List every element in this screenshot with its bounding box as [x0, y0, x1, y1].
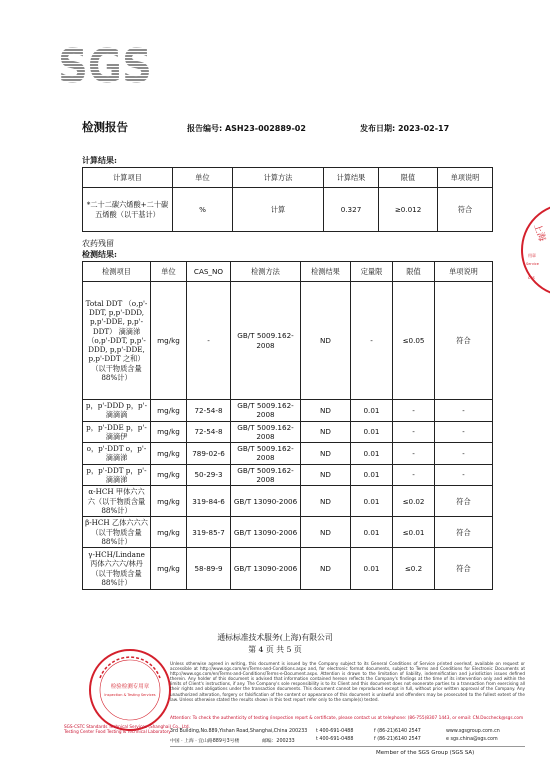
limit-cell: - — [393, 464, 435, 486]
result-cell: ND — [301, 282, 351, 400]
limit-cell: - — [393, 421, 435, 443]
verdict-cell: 符合 — [435, 548, 493, 590]
method-cell: 计算 — [233, 188, 324, 232]
loq-cell: 0.01 — [351, 486, 393, 517]
item-cell: Total DDT （o,p'-DDT, p,p'-DDD, p,p'-DDE, p,p'-DDT） 滴滴涕（o,p'-DDT, p,p'-DDD, p,p'-DDE, p,p'-DDT 之和）（以干物质含量88%计） — [83, 282, 151, 400]
unit-cell: mg/kg — [151, 421, 187, 443]
table-row — [83, 548, 493, 590]
limit-cell: ≤0.2 — [393, 548, 435, 590]
item-cell: p，p'-DDT p，p'-滴滴涕 — [83, 464, 151, 486]
method-cell: GB/T 13090-2006 — [231, 517, 301, 548]
svg-text:Inspection & Testing Services: Inspection & Testing Services — [104, 693, 156, 697]
cas-cell: 50-29-3 — [187, 464, 231, 486]
unit-cell: mg/kg — [151, 400, 187, 422]
category-label: 农药残留 — [82, 239, 114, 248]
method-cell: GB/T 5009.162-2008 — [231, 282, 301, 400]
unit-cell: % — [173, 188, 233, 232]
table-row — [83, 464, 493, 486]
col-header: 检测结果 — [301, 262, 351, 282]
verdict-cell: 符合 — [435, 517, 493, 548]
limit-cell: ≤0.02 — [393, 486, 435, 517]
tel-en: t 400-691-0488 — [316, 729, 354, 734]
report-title: 检测报告 — [82, 120, 128, 134]
svg-text:SGS: SGS — [58, 40, 152, 88]
col-header: 检测项目 — [83, 262, 151, 282]
verdict-cell: - — [435, 400, 493, 422]
calc-table — [82, 167, 493, 232]
address-en: 3rd Building,No.889,Yishan Road,Shanghai,China 200233 — [170, 729, 308, 734]
result-cell: ND — [301, 486, 351, 517]
loq-cell: - — [351, 282, 393, 400]
results-heading: 检测结果: — [82, 249, 117, 259]
result-cell: ND — [301, 517, 351, 548]
col-header: CAS_NO — [187, 262, 231, 282]
verdict-cell: 符合 — [435, 282, 493, 400]
cas-cell: - — [187, 282, 231, 400]
result-cell: ND — [301, 464, 351, 486]
loq-cell: 0.01 — [351, 464, 393, 486]
table-row — [83, 282, 493, 400]
table-row — [83, 486, 493, 517]
loq-cell: 0.01 — [351, 443, 393, 465]
address-cn: 中国 · 上海 · 宜山路889号3号楼 — [170, 739, 240, 744]
results-table — [82, 261, 493, 590]
method-cell: GB/T 5009.162-2008 — [231, 400, 301, 422]
verdict-cell: 符合 — [435, 486, 493, 517]
col-header: 计算方法 — [233, 168, 324, 188]
verdict-cell: - — [435, 443, 493, 465]
calc-heading: 计算结果: — [82, 155, 117, 165]
postcode-cn: 邮编：200233 — [262, 739, 295, 744]
svg-text:用章: 用章 — [528, 253, 536, 258]
loq-cell: 0.01 — [351, 400, 393, 422]
item-cell: *二十二碳六烯酸+二十碳五烯酸（以干基计） — [83, 188, 173, 232]
table-row — [83, 188, 493, 232]
verdict-cell: - — [435, 421, 493, 443]
col-header: 单位 — [151, 262, 187, 282]
fax-cn: f (86-21)6140 2547 — [374, 737, 421, 742]
cas-cell: 72-54-8 — [187, 421, 231, 443]
company-seal-stamp — [88, 648, 172, 732]
limit-cell: ≤0.01 — [393, 517, 435, 548]
col-header: 限值 — [393, 262, 435, 282]
cas-cell: 72-54-8 — [187, 400, 231, 422]
results-header-row — [83, 262, 493, 282]
table-row — [83, 400, 493, 422]
legal-disclaimer: Unless otherwise agreed in writing, this document is issued by the Company subject to its General Conditions of Service printed overleaf, available on request or accessible at http://www.sgs.com/en/Terms-and-Conditions.aspx and, for electronic format documents, subject to Terms and Conditions for Electronic Documents at http://www.sgs.com/en/Terms-and-Conditions/Terms-e-Document.aspx. Attention is drawn to the limitation of liability, indemnification and jurisdiction issues defined therein. Any holder of this document is advised that information contained hereon reflects the Company's findings at the time of its intervention only and within the limits of Client's instructions, if any. The Company's sole responsibility is to its Client and this document does not exonerate parties to a transaction from exercising all their rights and obligations under the transaction documents. This document cannot be reproduced except in full, without prior written approval of the Company. Any unauthorized alteration, forgery or falsification of the content or appearance of this document is unlawful and offenders may be prosecuted to the fullest extent of the law. Unless otherwise stated the results shown in this test report refer only to the sample(s) tested. — [170, 661, 525, 702]
cas-cell: 58-89-9 — [187, 548, 231, 590]
item-cell: γ-HCH/Lindane 丙体六六六/林丹（以干物质含量 88%计） — [83, 548, 151, 590]
side-seal-stamp — [520, 195, 550, 305]
col-header: 检测方法 — [231, 262, 301, 282]
unit-cell: mg/kg — [151, 464, 187, 486]
item-cell: α-HCH 甲体六六六（以干物质含量88%计） — [83, 486, 151, 517]
table-row — [83, 421, 493, 443]
item-cell: p，p'-DDD p，p'-滴滴滴 — [83, 400, 151, 422]
cas-cell: 789-02-6 — [187, 443, 231, 465]
limit-cell: - — [393, 400, 435, 422]
unit-cell: mg/kg — [151, 486, 187, 517]
page-indicator: 第 4 页 共 5 页 — [248, 645, 302, 654]
method-cell: GB/T 13090-2006 — [231, 548, 301, 590]
loq-cell: 0.01 — [351, 548, 393, 590]
svg-text:检验检测专用章: 检验检测专用章 — [110, 684, 150, 690]
svg-text:上海: 上海 — [531, 222, 547, 243]
limit-cell: - — [393, 443, 435, 465]
cas-cell: 319-84-6 — [187, 486, 231, 517]
unit-cell: mg/kg — [151, 443, 187, 465]
method-cell: GB/T 5009.162-2008 — [231, 464, 301, 486]
unit-cell: mg/kg — [151, 548, 187, 590]
tel-cn: t 400-691-0488 — [316, 737, 354, 742]
method-cell: GB/T 13090-2006 — [231, 486, 301, 517]
fax-en: f (86-21)6140 2547 — [374, 729, 421, 734]
verdict-cell: - — [435, 464, 493, 486]
verdict-cell: 符合 — [438, 188, 493, 232]
stamp-caption-line: Testing Center Food Testing & Technical Laboratory — [64, 729, 171, 734]
footer-divider — [170, 746, 525, 747]
group-membership: Member of the SGS Group (SGS SA) — [376, 750, 475, 756]
result-cell: 0.327 — [324, 188, 379, 232]
method-cell: GB/T 5009.162-2008 — [231, 421, 301, 443]
col-header: 单位 — [173, 168, 233, 188]
svg-text:ces: ces — [528, 275, 535, 280]
stamp-caption-line: SGS-CSTC Standards Technical Services (Shanghai) Co., Ltd. — [64, 724, 190, 729]
table-row — [83, 443, 493, 465]
col-header: 限值 — [379, 168, 438, 188]
col-header: 单项说明 — [438, 168, 493, 188]
item-cell: p，p'-DDE p，p'-滴滴伊 — [83, 421, 151, 443]
result-cell: ND — [301, 421, 351, 443]
report-number: 报告编号: ASH23-002889-02 — [187, 124, 306, 133]
svg-text:Service: Service — [526, 262, 539, 266]
footer-company: 通标标准技术服务(上海)有限公司 — [217, 633, 333, 642]
loq-cell: 0.01 — [351, 517, 393, 548]
item-cell: β-HCH 乙体六六六（以干物质含量88%计） — [83, 517, 151, 548]
sgs-logo — [58, 40, 154, 88]
authenticity-notice: Attention: To check the authenticity of testing /inspection report & certificate, please contact us at telephone: (86-755)8307 1443, or email: CN.Doccheck@sgs.com — [170, 716, 524, 721]
limit-cell: ≤0.05 — [393, 282, 435, 400]
result-cell: ND — [301, 400, 351, 422]
unit-cell: mg/kg — [151, 517, 187, 548]
result-cell: ND — [301, 548, 351, 590]
col-header: 定量限 — [351, 262, 393, 282]
issue-date: 发布日期: 2023-02-17 — [360, 124, 450, 133]
calc-header-row — [83, 168, 493, 188]
web-en: www.sgsgroup.com.cn — [446, 729, 500, 734]
item-cell: o，p'-DDT o，p'-滴滴涕 — [83, 443, 151, 465]
cas-cell: 319-85-7 — [187, 517, 231, 548]
method-cell: GB/T 5009.162-2008 — [231, 443, 301, 465]
col-header: 计算项目 — [83, 168, 173, 188]
loq-cell: 0.01 — [351, 421, 393, 443]
result-cell: ND — [301, 443, 351, 465]
col-header: 计算结果 — [324, 168, 379, 188]
table-row — [83, 517, 493, 548]
email-cn: e sgs.china@sgs.com — [446, 737, 498, 742]
limit-cell: ≥0.012 — [379, 188, 438, 232]
unit-cell: mg/kg — [151, 282, 187, 400]
col-header: 单项说明 — [435, 262, 493, 282]
